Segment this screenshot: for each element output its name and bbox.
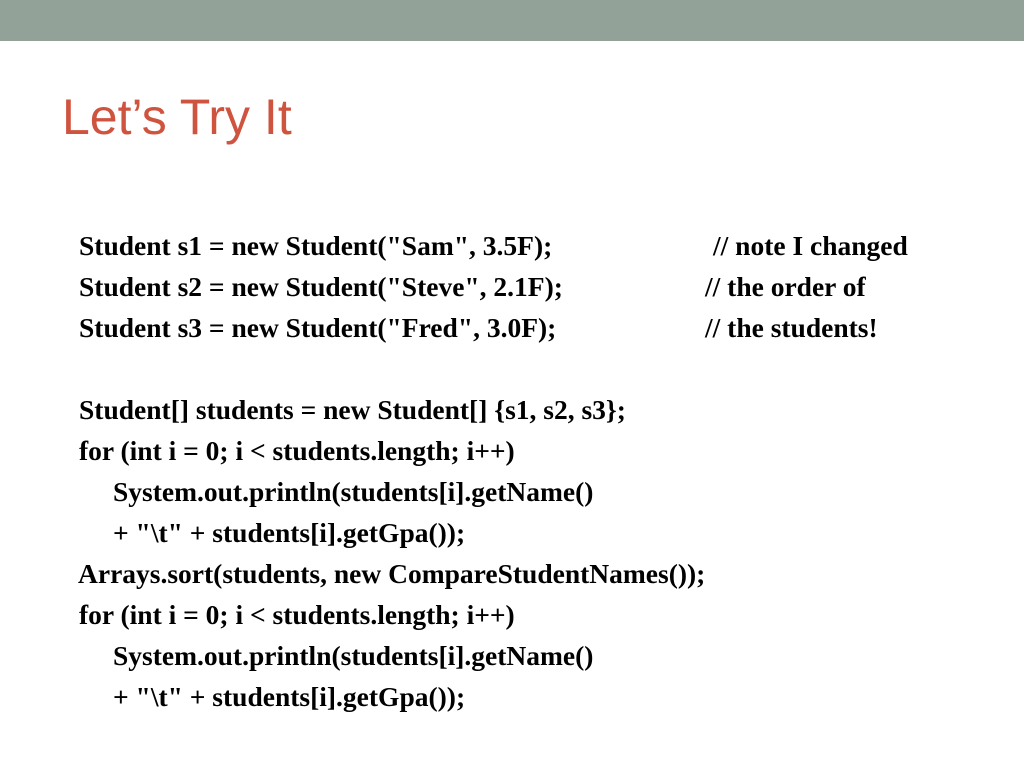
code-line: for (int i = 0; i < students.length; i++): [79, 435, 515, 466]
code-line: for (int i = 0; i < students.length; i++): [79, 599, 515, 630]
blank-line: [79, 349, 908, 390]
code-comment: // note I changed: [713, 230, 908, 261]
code-line: [79, 267, 908, 308]
code-line-indented: + "\t" + students[i].getGpa());: [113, 681, 466, 712]
code-comment: // the students!: [705, 312, 878, 343]
code-comment: // the order of: [705, 271, 866, 302]
code-line: [79, 308, 908, 349]
top-accent-bar: [0, 0, 1024, 41]
slide-title: Let’s Try It: [62, 89, 292, 145]
code-text: Student s3 = new Student("Fred", 3.0F);: [79, 312, 557, 343]
code-text: Student s2 = new Student("Steve", 2.1F);: [79, 271, 563, 302]
code-line: [79, 226, 908, 267]
code-line-indented: + "\t" + students[i].getGpa());: [113, 517, 466, 548]
code-block: [79, 226, 908, 718]
code-line: Arrays.sort(students, new CompareStudentNames());: [78, 558, 706, 589]
code-line-indented: System.out.println(students[i].getName(): [113, 640, 594, 671]
code-line: Student[] students = new Student[] {s1, s2, s3};: [79, 394, 626, 425]
code-line-indented: System.out.println(students[i].getName(): [113, 476, 594, 507]
code-text: Student s1 = new Student("Sam", 3.5F);: [79, 230, 553, 261]
